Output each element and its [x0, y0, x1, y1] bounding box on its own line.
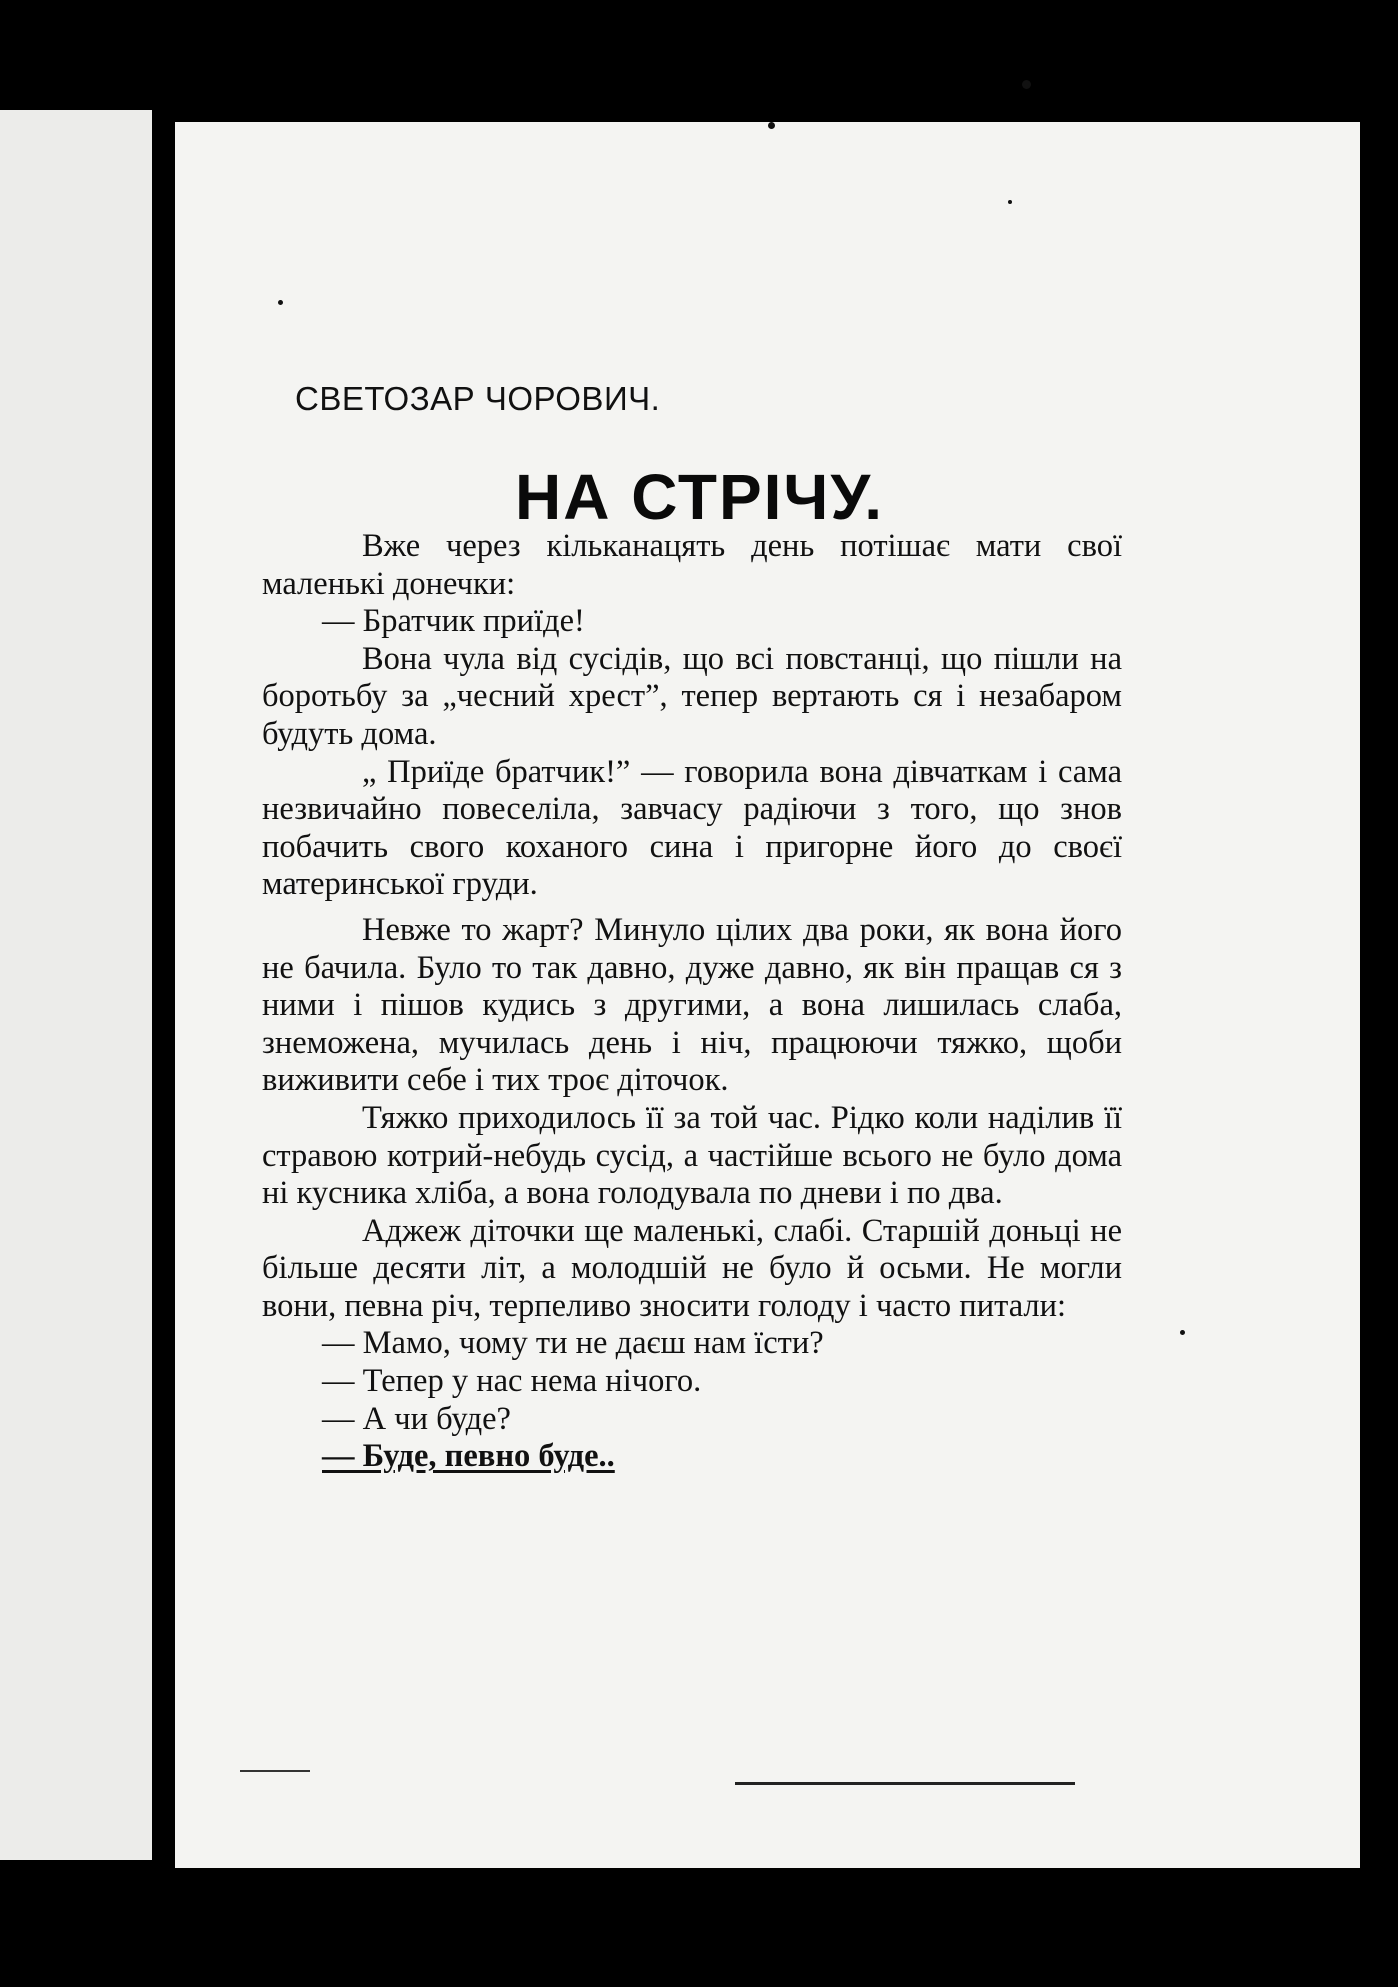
page-edge-shadow: [1360, 160, 1398, 1880]
underline-rule-right: [735, 1782, 1075, 1785]
dialogue-line: — А чи буде?: [322, 1400, 511, 1437]
author-name: СВЕТОЗАР ЧОРОВИЧ.: [295, 380, 661, 417]
adjacent-page: [0, 110, 158, 1860]
paragraph: „ Приїде братчик!” — говорила вона дівчаткам і сама незвичайно повеселіла, завчасу радіючи з того, що знов побачить свого коханого сина і пригорне його до своєї материнської груди.: [262, 753, 1122, 903]
closing-line: — Буде, певно буде..: [322, 1438, 615, 1475]
dialogue-line: — Мамо, чому ти не даєш нам їсти?: [322, 1325, 824, 1362]
scan-speck: [1008, 200, 1012, 204]
paragraph: Невже то жарт? Минуло цілих два роки, як вона його не бачила. Було то так давно, дуже давно, як він пращав ся з ними і пішов кудись з другими, а вона лишилась слаба, знеможена, мучилась день і ніч, працюючи тяжко, щоби виживити себе і тих троє діточок.: [262, 911, 1122, 1099]
dialogue-line: — Тепер у нас нема нічого.: [322, 1363, 702, 1400]
paragraph: Вона чула від сусідів, що всі повстанці, що пішли на боротьбу за „чесний хрест”, тепер вертають ся і незабаром будуть дома.: [262, 640, 1122, 752]
scan-speck: [1022, 80, 1031, 89]
dialogue-line: — Братчик приїде!: [322, 603, 585, 640]
book-spine-shadow: [152, 110, 164, 1870]
paragraph: Тяжко приходилось її за той час. Рідко коли наділив її стравою котрий-небудь сусід, а частійше всього не було дома ні кусника хліба, а вона голодувала по дневи і по два.: [262, 1099, 1122, 1212]
underline-rule-left: [240, 1770, 310, 1772]
paragraph: Аджеж діточки ще маленькі, слабі. Старшій доньці не більше десяти літ, а молодшій не було й осьми. Не могли вони, певна річ, терпеливо зносити голоду і часто питали:: [262, 1212, 1122, 1324]
scan-speck: [1180, 1330, 1185, 1335]
scan-speck: [278, 300, 283, 305]
story-body: [262, 528, 1122, 1476]
paragraph: Вже через кільканацять день потішає мати свої маленькі донечки:: [262, 528, 1122, 602]
story-title: НА СТРІЧУ.: [515, 461, 884, 533]
scan-speck: [768, 122, 775, 129]
